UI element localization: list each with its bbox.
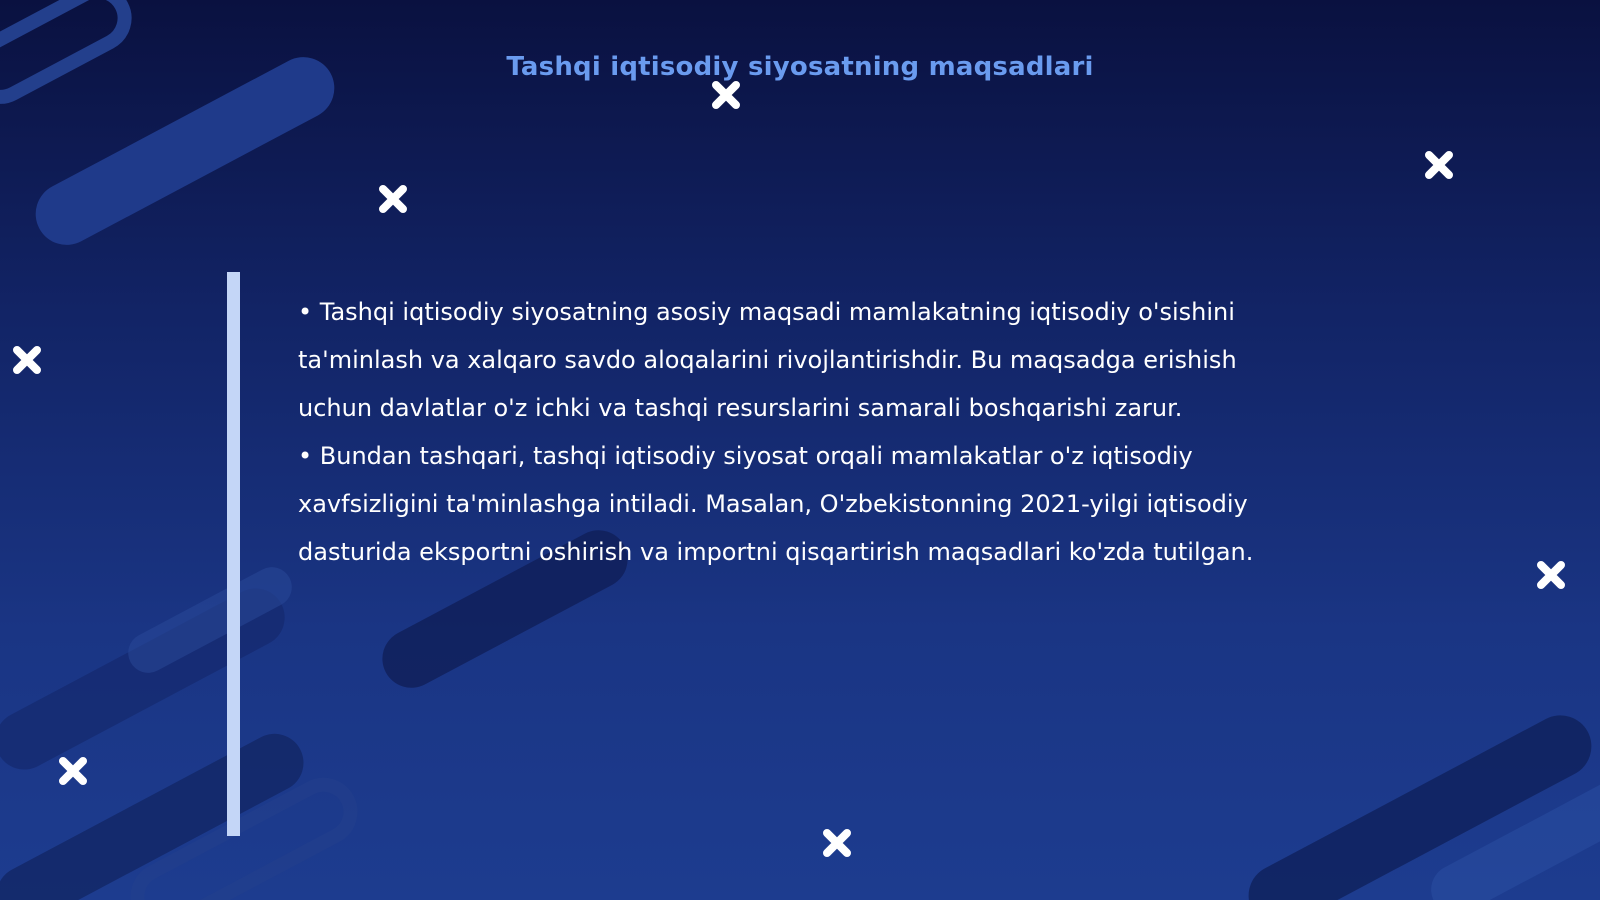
bullet-paragraph: • Bundan tashqari, tashqi iqtisodiy siyosat orqali mamlakatlar o'z iqtisodiy xavfsizligini ta'minlashga intiladi. Masalan, O'zbekistonning 2021-yilgi iqtisodiy dasturida eksportni oshirish va importni qisqartirish maqsadlari ko'zda tutilgan.	[298, 442, 1254, 566]
accent-bar	[227, 272, 240, 836]
close-icon	[709, 78, 743, 112]
bullet-paragraph: • Tashqi iqtisodiy siyosatning asosiy maqsadi mamlakatning iqtisodiy o'sishini ta'minlash va xalqaro savdo aloqalarini rivojlantirishdir. Bu maqsadga erishish uchun davlatlar o'z ichki va tashqi resurslarini samarali boshqarishi zarur.	[298, 298, 1237, 422]
close-icon	[376, 182, 410, 216]
decorative-pill	[1238, 704, 1600, 900]
close-icon	[820, 826, 854, 860]
close-icon	[56, 754, 90, 788]
slide-title: Tashqi iqtisodiy siyosatning maqsadlari	[506, 52, 1094, 82]
close-icon	[1534, 558, 1568, 592]
close-icon	[1422, 148, 1456, 182]
body-text	[298, 288, 1308, 576]
close-icon	[10, 343, 44, 377]
